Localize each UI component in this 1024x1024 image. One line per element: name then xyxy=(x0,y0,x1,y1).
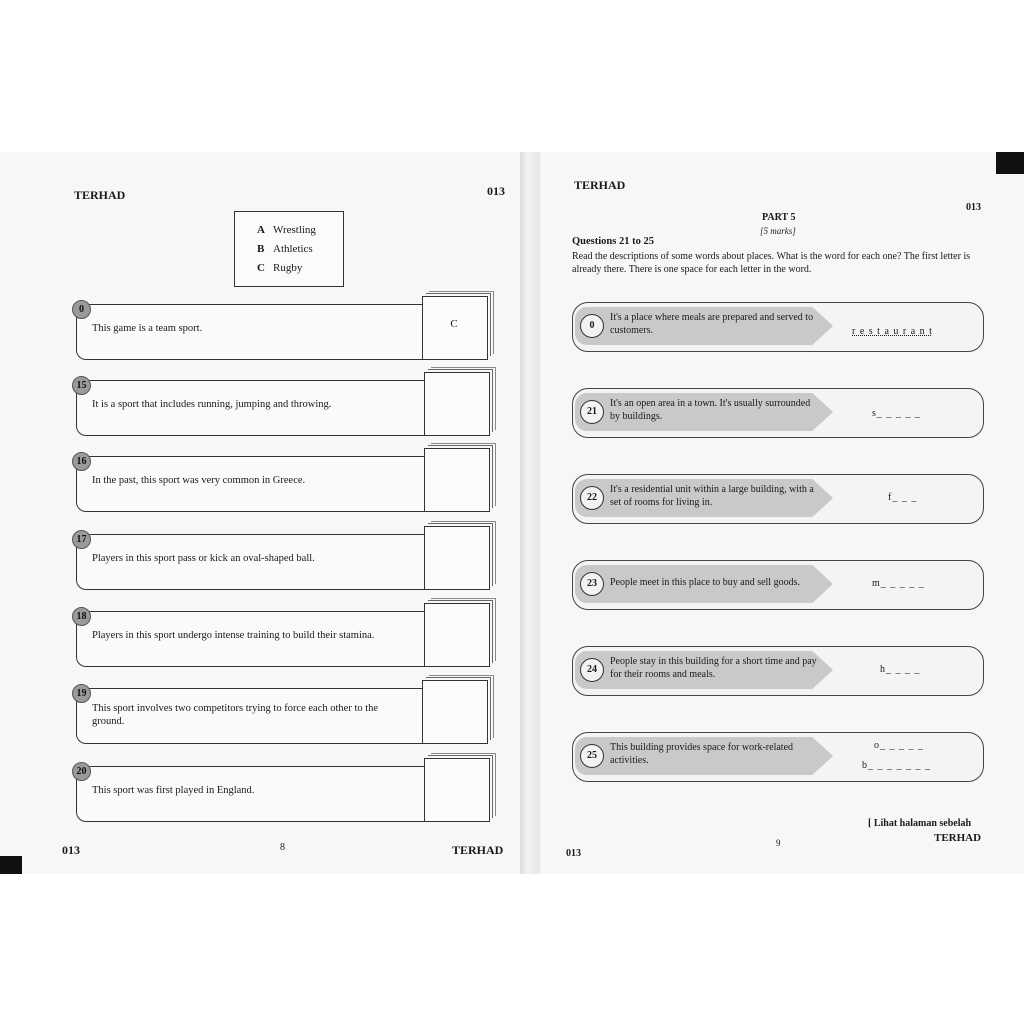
question-row-0: 0 This game is a team sport. xyxy=(76,300,426,358)
place-item-22: 22 It's a residential unit within a large building, with a set of rooms for living in. f_ _ _ xyxy=(572,474,982,524)
options-box xyxy=(234,211,344,287)
answer-box-20[interactable] xyxy=(424,758,494,824)
answer-25-word-1[interactable]: o_ _ _ _ _ xyxy=(874,740,924,751)
answer-22[interactable]: f_ _ _ xyxy=(888,492,918,503)
question-row-19: 19 This sport involves two competitors trying to force each other to the ground. xyxy=(76,684,426,742)
question-row-16: 16 In the past, this sport was very common in Greece. xyxy=(76,452,426,510)
right-page-number: 9 xyxy=(776,838,781,848)
left-page-number: 8 xyxy=(280,842,285,853)
instructions: Read the descriptions of some words about places. What is the word for each one? The first letter is already there. There is one space for each letter in the word. xyxy=(572,251,971,275)
question-row-18: 18 Players in this sport undergo intense training to build their stamina. xyxy=(76,607,426,665)
answer-23[interactable]: m_ _ _ _ _ xyxy=(872,578,925,589)
answer-box-16[interactable] xyxy=(424,448,494,514)
left-footer-code: 013 xyxy=(62,843,80,857)
question-row-20: 20 This sport was first played in England. xyxy=(76,762,426,820)
answer-box-15[interactable] xyxy=(424,372,494,438)
answer-24[interactable]: h_ _ _ _ xyxy=(880,664,921,675)
answer-0: r e s t a u r a n t xyxy=(852,326,933,337)
questions-heading: Questions 21 to 25 xyxy=(572,236,654,247)
question-row-15: 15 It is a sport that includes running, jumping and throwing. xyxy=(76,376,426,434)
option-c: C Rugby xyxy=(257,262,303,274)
option-a: A Wrestling xyxy=(257,224,316,236)
part-title: PART 5 xyxy=(762,212,796,223)
place-item-24: 24 People stay in this building for a short time and pay for their rooms and meals. h_ _ _ _ xyxy=(572,646,982,696)
left-header-terhad: TERHAD xyxy=(74,188,126,202)
footer-see-next-page: [ Lihat halaman sebelah xyxy=(868,818,972,829)
right-footer-code: 013 xyxy=(566,848,581,859)
question-row-17: 17 Players in this sport pass or kick an oval-shaped ball. xyxy=(76,530,426,588)
right-header-code: 013 xyxy=(966,202,981,213)
option-b: B Athletics xyxy=(257,243,313,255)
place-item-0: 0 It's a place where meals are prepared and served to customers. r e s t a u r a n t xyxy=(572,302,982,352)
place-item-23: 23 People meet in this place to buy and sell goods. m_ _ _ _ _ xyxy=(572,560,982,610)
right-header-terhad: TERHAD xyxy=(574,178,626,192)
place-item-25: 25 This building provides space for work-related activities. o_ _ _ _ _ b_ _ _ _ _ _ _ xyxy=(572,732,982,782)
left-header-code: 013 xyxy=(487,184,505,198)
place-item-21: 21 It's an open area in a town. It's usually surrounded by buildings. s_ _ _ _ _ xyxy=(572,388,982,438)
registration-mark-right xyxy=(996,152,1024,174)
answer-21[interactable]: s_ _ _ _ _ xyxy=(872,408,921,419)
registration-mark xyxy=(0,856,22,874)
answer-25-word-2[interactable]: b_ _ _ _ _ _ _ xyxy=(862,760,931,771)
answer-box-18[interactable] xyxy=(424,603,494,669)
answer-box-0[interactable]: C xyxy=(422,296,492,362)
left-footer-terhad: TERHAD xyxy=(452,843,504,857)
book-gutter xyxy=(520,152,540,874)
answer-box-19[interactable] xyxy=(422,680,492,746)
right-footer-terhad: TERHAD xyxy=(934,832,982,844)
part-marks: [5 marks] xyxy=(760,226,796,236)
answer-box-17[interactable] xyxy=(424,526,494,592)
